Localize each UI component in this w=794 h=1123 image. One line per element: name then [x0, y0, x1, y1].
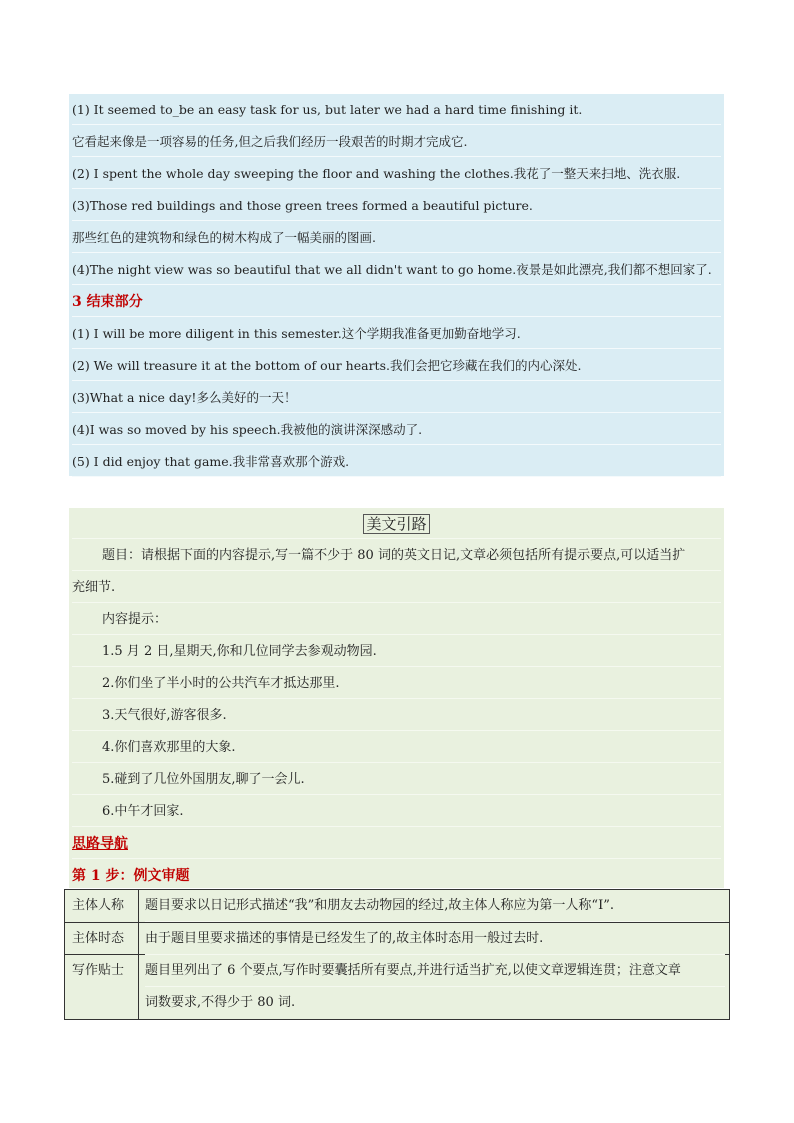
- ending-line: (5) I did enjoy that game.我非常喜欢那个游戏.: [72, 446, 721, 477]
- table-row-content: [139, 923, 729, 954]
- ending-section-title: 3 结束部分: [72, 286, 721, 317]
- ending-line: (3)What a nice day!多么美好的一天！: [72, 382, 721, 413]
- table-row-label: 写作贴士: [65, 955, 139, 1019]
- table-row: [65, 923, 729, 955]
- table-row: [65, 955, 729, 1019]
- hint-label: 内容提示：: [72, 604, 721, 635]
- table-cell-line: 题目要求以日记形式描述“我”和朋友去动物园的经过,故主体人称应为第一人称“I”.: [145, 890, 725, 922]
- table-row-label: 主体时态: [65, 923, 139, 954]
- phrase-line: 它看起来像是一项容易的任务,但之后我们经历一段艰苦的时期才完成它.: [72, 126, 721, 157]
- phrase-line: (1) It seemed to_be an easy task for us, but later we had a hard time finishing it.: [72, 94, 721, 125]
- table-row-label: 主体人称: [65, 890, 139, 922]
- ending-line: (1) I will be more diligent in this semester.这个学期我准备更加勤奋地学习.: [72, 318, 721, 349]
- hint-item: 5.碰到了几位外国朋友,聊了一会儿.: [72, 764, 721, 795]
- table-row: [65, 890, 729, 923]
- phrase-line: (3)Those red buildings and those green trees formed a beautiful picture.: [72, 190, 721, 221]
- hint-item: 3.天气很好,游客很多.: [72, 700, 721, 731]
- phrase-line: (4)The night view was so beautiful that we all didn't want to go home.夜景是如此漂亮,我们都不想回家了.: [72, 254, 721, 285]
- hint-item: 1.5 月 2 日,星期天,你和几位同学去参观动物园.: [72, 636, 721, 667]
- analysis-table: [64, 889, 730, 1020]
- ending-line: (4)I was so moved by his speech.我被他的演讲深深感动了.: [72, 414, 721, 445]
- hint-item: 4.你们喜欢那里的大象.: [72, 732, 721, 763]
- prompt-line: 题目：请根据下面的内容提示,写一篇不少于 80 词的英文日记,文章必须包括所有提示要点,可以适当扩: [72, 540, 721, 571]
- table-cell-line: 由于题目里要求描述的事情是已经发生了的,故主体时态用一般过去时.: [145, 923, 725, 955]
- useful-phrases-box: [69, 94, 724, 476]
- table-row-content: [139, 955, 729, 1019]
- step1-title: 第 1 步：例文审题: [72, 860, 721, 891]
- essay-title: [72, 508, 721, 539]
- essay-guide-box: [69, 508, 724, 888]
- prompt-line: 充细节.: [72, 572, 721, 603]
- hint-item: 6.中午才回家.: [72, 796, 721, 827]
- guide-title-text: 思路导航: [72, 836, 128, 852]
- phrase-line: (2) I spent the whole day sweeping the floor and washing the clothes.我花了一整天来扫地、洗衣服.: [72, 158, 721, 189]
- ending-line: (2) We will treasure it at the bottom of our hearts.我们会把它珍藏在我们的内心深处.: [72, 350, 721, 381]
- table-cell-line: 词数要求,不得少于 80 词.: [145, 995, 296, 1010]
- phrase-line: 那些红色的建筑物和绿色的树木构成了一幅美丽的图画.: [72, 222, 721, 253]
- table-cell-line: 题目里列出了 6 个要点,写作时要囊括所有要点,并进行适当扩充,以使文章逻辑连贯；注意文章: [145, 955, 725, 987]
- essay-title-text: 美文引路: [363, 514, 429, 534]
- hint-item: 2.你们坐了半小时的公共汽车才抵达那里.: [72, 668, 721, 699]
- guide-title: [72, 828, 721, 859]
- table-row-content: [139, 890, 729, 922]
